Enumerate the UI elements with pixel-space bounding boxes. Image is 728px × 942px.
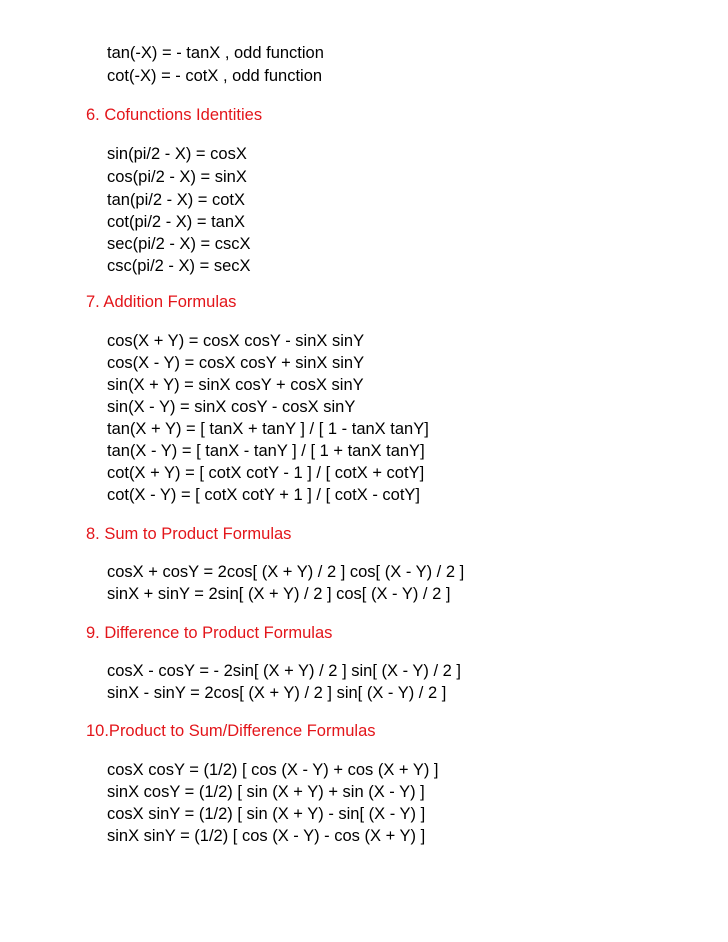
formula-line: cot(X + Y) = [ cotX cotY - 1 ] / [ cotX + cotY] bbox=[107, 464, 425, 482]
formula-line: tan(X + Y) = [ tanX + tanY ] / [ 1 - tanX tanY] bbox=[107, 420, 429, 438]
formula-line: cosX + cosY = 2cos[ (X + Y) / 2 ] cos[ (X - Y) / 2 ] bbox=[107, 563, 465, 581]
formula-line: cos(pi/2 - X) = sinX bbox=[107, 168, 247, 186]
section-heading: 7. Addition Formulas bbox=[86, 293, 237, 311]
formula-line: tan(pi/2 - X) = cotX bbox=[107, 191, 246, 209]
formula-line: cos(X - Y) = cosX cosY + sinX sinY bbox=[107, 354, 365, 372]
section-heading: 8. Sum to Product Formulas bbox=[86, 525, 292, 543]
formula-line: cosX cosY = (1/2) [ cos (X - Y) + cos (X + Y) ] bbox=[107, 761, 439, 779]
formula-line: sinX cosY = (1/2) [ sin (X + Y) + sin (X - Y) ] bbox=[107, 783, 425, 801]
formula-line: tan(-X) = - tanX , odd function bbox=[107, 44, 324, 62]
formula-line: cot(-X) = - cotX , odd function bbox=[107, 67, 323, 85]
section-heading: 10.Product to Sum/Difference Formulas bbox=[86, 722, 376, 740]
formula-line: cosX sinY = (1/2) [ sin (X + Y) - sin[ (X - Y) ] bbox=[107, 805, 426, 823]
formula-line: sec(pi/2 - X) = cscX bbox=[107, 235, 251, 253]
formula-line: cosX - cosY = - 2sin[ (X + Y) / 2 ] sin[ (X - Y) / 2 ] bbox=[107, 662, 461, 680]
formula-line: sin(X - Y) = sinX cosY - cosX sinY bbox=[107, 398, 356, 416]
section-heading: 9. Difference to Product Formulas bbox=[86, 624, 333, 642]
formula-line: sinX + sinY = 2sin[ (X + Y) / 2 ] cos[ (X - Y) / 2 ] bbox=[107, 585, 451, 603]
formula-line: csc(pi/2 - X) = secX bbox=[107, 257, 251, 275]
section-heading: 6. Cofunctions Identities bbox=[86, 106, 263, 124]
formula-line: sin(X + Y) = sinX cosY + cosX sinY bbox=[107, 376, 364, 394]
formula-line: cot(X - Y) = [ cotX cotY + 1 ] / [ cotX - cotY] bbox=[107, 486, 421, 504]
formula-line: cot(pi/2 - X) = tanX bbox=[107, 213, 246, 231]
formula-line: sin(pi/2 - X) = cosX bbox=[107, 145, 247, 163]
formula-line: tan(X - Y) = [ tanX - tanY ] / [ 1 + tanX tanY] bbox=[107, 442, 425, 460]
formula-line: sinX - sinY = 2cos[ (X + Y) / 2 ] sin[ (X - Y) / 2 ] bbox=[107, 684, 447, 702]
formula-line: cos(X + Y) = cosX cosY - sinX sinY bbox=[107, 332, 365, 350]
formula-line: sinX sinY = (1/2) [ cos (X - Y) - cos (X + Y) ] bbox=[107, 827, 426, 845]
